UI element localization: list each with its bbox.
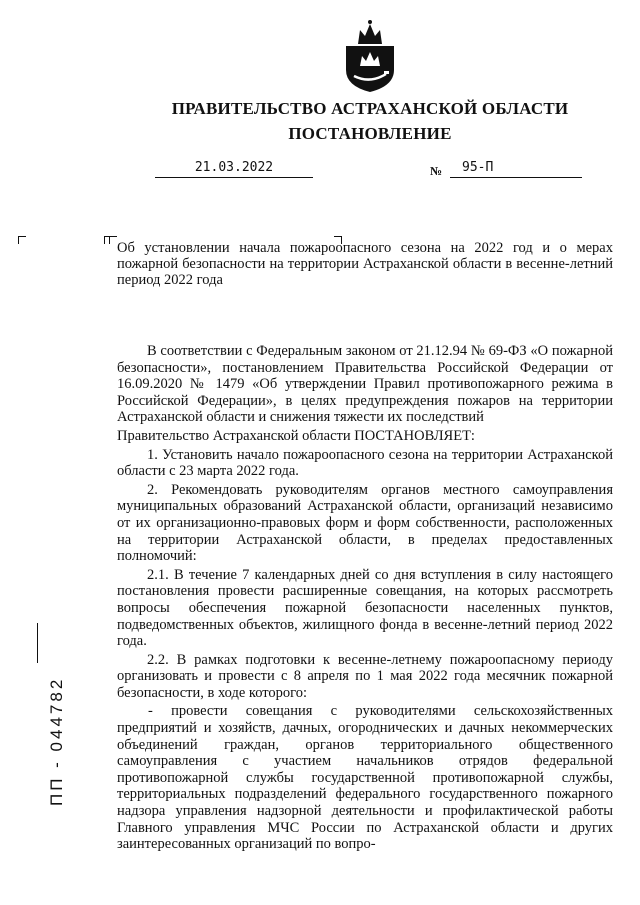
document-subject: Об установлении начала пожароопасного сезона на 2022 год и о мерах пожарной безопасности на территории Астраханской области в весенне-летний период 2022 года [117, 240, 613, 288]
corner-mark [109, 236, 117, 244]
document-number: 95-П [462, 160, 494, 175]
corner-mark [18, 236, 26, 244]
number-sign: № [430, 164, 443, 178]
government-title: ПРАВИТЕЛЬСТВО АСТРАХАНСКОЙ ОБЛАСТИ [171, 99, 569, 118]
clause-2: 2. Рекомендовать руководителям органов местного самоуправления муниципальных образований Астраханской области, организаций независимо от их организационно-правовых форм и форм собственности, расположенных на территории Астраханской области, в пределах предоставленных полномочий: [117, 481, 613, 565]
document-date: 21.03.2022 [194, 160, 274, 175]
number-field [450, 160, 582, 178]
margin-line [37, 623, 38, 663]
form-serial-number: ПП - 044782 [47, 676, 66, 806]
document-type: ПОСТАНОВЛЕНИЕ [288, 124, 452, 143]
date-field [155, 160, 313, 178]
preamble-paragraph: В соответствии с Федеральным законом от 21.12.94 № 69-ФЗ «О пожарной безопасности», постановлением Правительства Российской Федерации от 16.09.2020 № 1479 «Об утверждении Правил противопожарного режима в Российской Федерации», в целях предупреждения пожаров на территории Астраханской области и снижения тяжести их последствий [117, 343, 613, 426]
date-underline [155, 177, 313, 178]
clause-2-1: 2.1. В течение 7 календарных дней со дня вступления в силу настоящего постановления провести расширенные совещания, на которых рассмотреть вопросы обеспечения пожарной безопасности населенных пунктов, подведомственных объектов, жилищного фонда в весенне-летний период 2022 года. [117, 566, 613, 650]
clause-2-2: 2.2. В рамках подготовки к весенне-летнему пожароопасному периоду организовать и провести с 8 апреля по 1 мая 2022 года месячник пожарной безопасности, в ходе которого: [117, 651, 613, 701]
resolution-statement: Правительство Астраханской области ПОСТАНОВЛЯЕТ: [117, 427, 475, 444]
clause-2-2-item: - провести совещания с руководителями сельскохозяйственных предприятий и хозяйств, дачных, огороднических и дачных некоммерческих объединений граждан, органов территориального общественного самоуправления с участием начальников отрядов федеральной противопожарной службы государственной противопожарной службы, территориальных подразделений федерального государственного пожарного надзора управления надзорной деятельности и профилактической работы Главного управления МЧС России по Астраханской области и других заинтересованных организаций по вопро- [117, 703, 613, 853]
number-underline [450, 177, 582, 178]
clause-1: 1. Установить начало пожароопасного сезона на территории Астраханской области с 23 марта 2022 года. [117, 446, 613, 480]
astrakhan-coat-of-arms-icon [342, 14, 398, 94]
document-body [117, 343, 613, 853]
